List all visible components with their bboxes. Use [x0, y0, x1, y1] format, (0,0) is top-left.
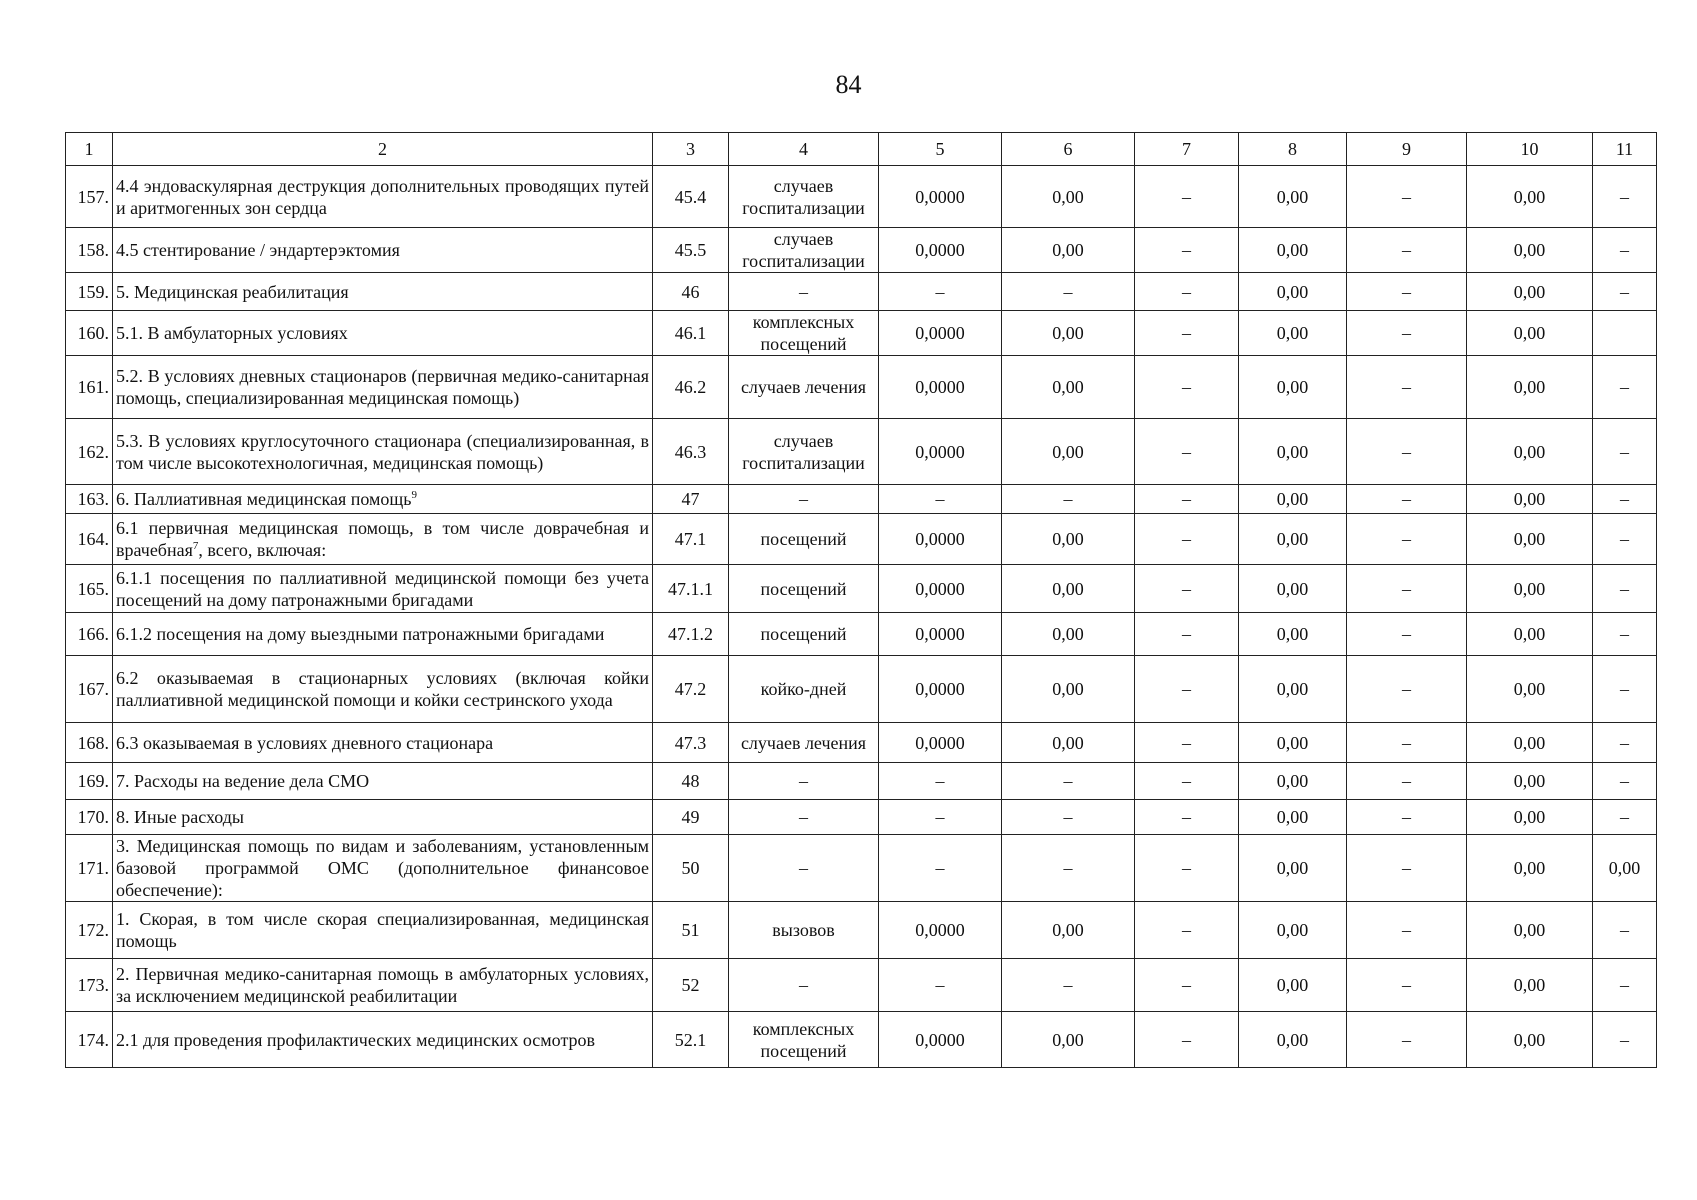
table-row [66, 763, 1657, 800]
cell-col-5: 0,0000 [879, 565, 1002, 613]
cell-col-5: – [879, 959, 1002, 1012]
cell-col-7: – [1135, 311, 1239, 356]
cell-col-9: – [1347, 228, 1467, 273]
cell-col-11: – [1593, 356, 1657, 419]
cell-col-11: – [1593, 485, 1657, 514]
cell-col-9: – [1347, 656, 1467, 723]
cell-col-6: 0,00 [1002, 419, 1135, 485]
cell-col-11: – [1593, 723, 1657, 763]
cell-col-6: – [1002, 835, 1135, 902]
table-row [66, 723, 1657, 763]
cell-col-10: 0,00 [1467, 723, 1593, 763]
row-number: 167. [66, 656, 113, 723]
cell-col-6: – [1002, 800, 1135, 835]
row-unit: комплексных посещений [729, 311, 879, 356]
cell-col-10: 0,00 [1467, 514, 1593, 565]
cell-col-8: 0,00 [1239, 800, 1347, 835]
cell-col-11: – [1593, 166, 1657, 228]
row-code: 48 [653, 763, 729, 800]
cell-col-8: 0,00 [1239, 485, 1347, 514]
data-table [65, 132, 1657, 1068]
row-name: 6.1.2 посещения на дому выездными патронажными бригадами [113, 613, 653, 656]
row-number: 173. [66, 959, 113, 1012]
cell-col-8: 0,00 [1239, 613, 1347, 656]
row-unit: – [729, 273, 879, 311]
cell-col-5: 0,0000 [879, 356, 1002, 419]
cell-col-7: – [1135, 835, 1239, 902]
row-name: 7. Расходы на ведение дела СМО [113, 763, 653, 800]
cell-col-7: – [1135, 723, 1239, 763]
cell-col-8: 0,00 [1239, 959, 1347, 1012]
row-name: 2.1 для проведения профилактических медицинских осмотров [113, 1012, 653, 1068]
cell-col-9: – [1347, 835, 1467, 902]
row-number: 165. [66, 565, 113, 613]
row-unit: случаев госпитализации [729, 419, 879, 485]
row-number: 170. [66, 800, 113, 835]
row-name: 5.3. В условиях круглосуточного стационара (специализированная, в том числе высокотехнологичная, медицинская помощь) [113, 419, 653, 485]
cell-col-9: – [1347, 1012, 1467, 1068]
cell-col-11: 0,00 [1593, 835, 1657, 902]
row-code: 51 [653, 902, 729, 959]
column-header: 7 [1135, 133, 1239, 166]
table-row [66, 902, 1657, 959]
cell-col-6: 0,00 [1002, 166, 1135, 228]
footnote-mark: 7 [192, 540, 199, 552]
cell-col-6: 0,00 [1002, 311, 1135, 356]
table-row [66, 565, 1657, 613]
cell-col-6: 0,00 [1002, 514, 1135, 565]
cell-col-7: – [1135, 1012, 1239, 1068]
cell-col-10: 0,00 [1467, 902, 1593, 959]
cell-col-7: – [1135, 485, 1239, 514]
table-row [66, 959, 1657, 1012]
row-code: 46.2 [653, 356, 729, 419]
column-header: 10 [1467, 133, 1593, 166]
cell-col-5: 0,0000 [879, 419, 1002, 485]
cell-col-7: – [1135, 565, 1239, 613]
column-header: 5 [879, 133, 1002, 166]
cell-col-11: – [1593, 1012, 1657, 1068]
row-unit: – [729, 763, 879, 800]
cell-col-11: – [1593, 565, 1657, 613]
row-code: 49 [653, 800, 729, 835]
row-unit: – [729, 959, 879, 1012]
row-code: 46.3 [653, 419, 729, 485]
column-header: 11 [1593, 133, 1657, 166]
table-row [66, 835, 1657, 902]
row-name-text: 6. Паллиативная медицинская помощь [116, 489, 412, 509]
cell-col-10: 0,00 [1467, 656, 1593, 723]
table-row [66, 1012, 1657, 1068]
row-name: 8. Иные расходы [113, 800, 653, 835]
cell-col-7: – [1135, 228, 1239, 273]
cell-col-5: – [879, 273, 1002, 311]
cell-col-5: 0,0000 [879, 514, 1002, 565]
row-unit: случаев лечения [729, 356, 879, 419]
row-code: 46.1 [653, 311, 729, 356]
row-name [113, 485, 653, 514]
cell-col-11: – [1593, 959, 1657, 1012]
row-unit: вызовов [729, 902, 879, 959]
cell-col-5: 0,0000 [879, 902, 1002, 959]
cell-col-9: – [1347, 763, 1467, 800]
cell-col-8: 0,00 [1239, 166, 1347, 228]
table-body [66, 166, 1657, 1068]
cell-col-9: – [1347, 356, 1467, 419]
table-row [66, 485, 1657, 514]
footnote-mark: 9 [411, 489, 417, 501]
table-row [66, 514, 1657, 565]
row-number: 160. [66, 311, 113, 356]
row-number: 169. [66, 763, 113, 800]
row-code: 47 [653, 485, 729, 514]
cell-col-6: 0,00 [1002, 356, 1135, 419]
cell-col-7: – [1135, 356, 1239, 419]
cell-col-10: 0,00 [1467, 763, 1593, 800]
cell-col-5: 0,0000 [879, 613, 1002, 656]
cell-col-5: 0,0000 [879, 228, 1002, 273]
cell-col-11: – [1593, 656, 1657, 723]
row-unit: посещений [729, 565, 879, 613]
row-number: 157. [66, 166, 113, 228]
row-unit: посещений [729, 514, 879, 565]
cell-col-5: 0,0000 [879, 723, 1002, 763]
cell-col-8: 0,00 [1239, 1012, 1347, 1068]
cell-col-10: 0,00 [1467, 959, 1593, 1012]
row-unit: посещений [729, 613, 879, 656]
cell-col-11: – [1593, 902, 1657, 959]
cell-col-8: 0,00 [1239, 763, 1347, 800]
cell-col-6: 0,00 [1002, 613, 1135, 656]
row-code: 45.4 [653, 166, 729, 228]
table-row [66, 656, 1657, 723]
cell-col-5: 0,0000 [879, 311, 1002, 356]
table-row [66, 356, 1657, 419]
cell-col-5: – [879, 763, 1002, 800]
cell-col-8: 0,00 [1239, 565, 1347, 613]
page-number: 84 [835, 70, 862, 99]
row-code: 47.3 [653, 723, 729, 763]
table-row [66, 613, 1657, 656]
row-number: 159. [66, 273, 113, 311]
row-name-tail: , всего, включая: [198, 540, 327, 560]
row-number: 163. [66, 485, 113, 514]
row-name: 1. Скорая, в том числе скорая специализированная, медицинская помощь [113, 902, 653, 959]
cell-col-10: 0,00 [1467, 1012, 1593, 1068]
cell-col-10: 0,00 [1467, 273, 1593, 311]
cell-col-7: – [1135, 959, 1239, 1012]
row-name: 6.1.1 посещения по паллиативной медицинской помощи без учета посещений на дому патронажными бригадами [113, 565, 653, 613]
row-code: 47.2 [653, 656, 729, 723]
cell-col-6: – [1002, 485, 1135, 514]
cell-col-10: 0,00 [1467, 485, 1593, 514]
cell-col-10: 0,00 [1467, 835, 1593, 902]
table-row [66, 311, 1657, 356]
row-name: 4.4 эндоваскулярная деструкция дополнительных проводящих путей и аритмогенных зон сердца [113, 166, 653, 228]
row-code: 50 [653, 835, 729, 902]
row-name: 6.3 оказываемая в условиях дневного стационара [113, 723, 653, 763]
row-code: 46 [653, 273, 729, 311]
cell-col-5: 0,0000 [879, 1012, 1002, 1068]
cell-col-9: – [1347, 565, 1467, 613]
cell-col-6: 0,00 [1002, 228, 1135, 273]
row-number: 171. [66, 835, 113, 902]
row-code: 52.1 [653, 1012, 729, 1068]
cell-col-11: – [1593, 419, 1657, 485]
row-number: 168. [66, 723, 113, 763]
column-header: 2 [113, 133, 653, 166]
header-row [66, 133, 1657, 166]
table-row [66, 419, 1657, 485]
cell-col-5: – [879, 485, 1002, 514]
cell-col-7: – [1135, 902, 1239, 959]
row-name: 6.2 оказываемая в стационарных условиях (включая койки паллиативной медицинской помощи и койки сестринского ухода [113, 656, 653, 723]
row-unit: – [729, 485, 879, 514]
column-header: 4 [729, 133, 879, 166]
row-name: 5.2. В условиях дневных стационаров (первичная медико-санитарная помощь, специализированная медицинская помощь) [113, 356, 653, 419]
cell-col-7: – [1135, 514, 1239, 565]
column-header: 6 [1002, 133, 1135, 166]
cell-col-6: 0,00 [1002, 565, 1135, 613]
cell-col-7: – [1135, 800, 1239, 835]
cell-col-6: – [1002, 273, 1135, 311]
row-unit: – [729, 835, 879, 902]
cell-col-8: 0,00 [1239, 514, 1347, 565]
row-unit: случаев лечения [729, 723, 879, 763]
cell-col-9: – [1347, 273, 1467, 311]
row-code: 47.1.2 [653, 613, 729, 656]
cell-col-6: – [1002, 959, 1135, 1012]
cell-col-6: 0,00 [1002, 902, 1135, 959]
row-number: 164. [66, 514, 113, 565]
cell-col-10: 0,00 [1467, 228, 1593, 273]
cell-col-8: 0,00 [1239, 723, 1347, 763]
column-header: 9 [1347, 133, 1467, 166]
cell-col-5: – [879, 800, 1002, 835]
row-code: 47.1.1 [653, 565, 729, 613]
cell-col-9: – [1347, 419, 1467, 485]
table-row [66, 273, 1657, 311]
cell-col-10: 0,00 [1467, 311, 1593, 356]
cell-col-10: 0,00 [1467, 166, 1593, 228]
row-number: 174. [66, 1012, 113, 1068]
row-number: 172. [66, 902, 113, 959]
cell-col-9: – [1347, 800, 1467, 835]
column-header: 3 [653, 133, 729, 166]
row-code: 47.1 [653, 514, 729, 565]
row-name: 3. Медицинская помощь по видам и заболеваниям, установленным базовой программой ОМС (дополнительное финансовое обеспечение): [113, 835, 653, 902]
cell-col-8: 0,00 [1239, 311, 1347, 356]
cell-col-7: – [1135, 273, 1239, 311]
cell-col-7: – [1135, 166, 1239, 228]
table-row [66, 228, 1657, 273]
row-number: 161. [66, 356, 113, 419]
cell-col-5: 0,0000 [879, 656, 1002, 723]
row-number: 166. [66, 613, 113, 656]
cell-col-6: 0,00 [1002, 723, 1135, 763]
cell-col-10: 0,00 [1467, 800, 1593, 835]
cell-col-11: – [1593, 228, 1657, 273]
cell-col-9: – [1347, 723, 1467, 763]
row-unit: – [729, 800, 879, 835]
cell-col-10: 0,00 [1467, 356, 1593, 419]
cell-col-8: 0,00 [1239, 419, 1347, 485]
cell-col-7: – [1135, 613, 1239, 656]
cell-col-11: – [1593, 514, 1657, 565]
cell-col-8: 0,00 [1239, 902, 1347, 959]
cell-col-9: – [1347, 485, 1467, 514]
cell-col-8: 0,00 [1239, 228, 1347, 273]
column-header: 8 [1239, 133, 1347, 166]
cell-col-9: – [1347, 311, 1467, 356]
cell-col-8: 0,00 [1239, 273, 1347, 311]
cell-col-10: 0,00 [1467, 419, 1593, 485]
cell-col-9: – [1347, 166, 1467, 228]
cell-col-9: – [1347, 613, 1467, 656]
row-unit: случаев госпитализации [729, 166, 879, 228]
table-row [66, 800, 1657, 835]
cell-col-10: 0,00 [1467, 565, 1593, 613]
row-name: 5. Медицинская реабилитация [113, 273, 653, 311]
row-name-text: 6.1 первичная медицинская помощь, в том числе доврачебная и врачебная [116, 518, 649, 560]
row-number: 162. [66, 419, 113, 485]
cell-col-10: 0,00 [1467, 613, 1593, 656]
cell-col-11: – [1593, 273, 1657, 311]
cell-col-11: – [1593, 613, 1657, 656]
row-name [113, 514, 653, 565]
row-code: 45.5 [653, 228, 729, 273]
cell-col-5: 0,0000 [879, 166, 1002, 228]
row-name: 2. Первичная медико-санитарная помощь в амбулаторных условиях, за исключением медицинской реабилитации [113, 959, 653, 1012]
cell-col-6: 0,00 [1002, 1012, 1135, 1068]
cell-col-11: – [1593, 763, 1657, 800]
row-unit: случаев госпитализации [729, 228, 879, 273]
cell-col-11: – [1593, 800, 1657, 835]
cell-col-7: – [1135, 763, 1239, 800]
cell-col-5: – [879, 835, 1002, 902]
cell-col-7: – [1135, 656, 1239, 723]
row-name: 4.5 стентирование / эндартерэктомия [113, 228, 653, 273]
cell-col-8: 0,00 [1239, 356, 1347, 419]
table-row [66, 166, 1657, 228]
cell-col-8: 0,00 [1239, 656, 1347, 723]
cell-col-9: – [1347, 902, 1467, 959]
row-number: 158. [66, 228, 113, 273]
cell-col-7: – [1135, 419, 1239, 485]
cell-col-6: – [1002, 763, 1135, 800]
cell-col-9: – [1347, 514, 1467, 565]
cell-col-6: 0,00 [1002, 656, 1135, 723]
cell-col-11 [1593, 311, 1657, 356]
cell-col-9: – [1347, 959, 1467, 1012]
row-unit: койко-дней [729, 656, 879, 723]
cell-col-8: 0,00 [1239, 835, 1347, 902]
column-header: 1 [66, 133, 113, 166]
row-name: 5.1. В амбулаторных условиях [113, 311, 653, 356]
row-code: 52 [653, 959, 729, 1012]
row-unit: комплексных посещений [729, 1012, 879, 1068]
